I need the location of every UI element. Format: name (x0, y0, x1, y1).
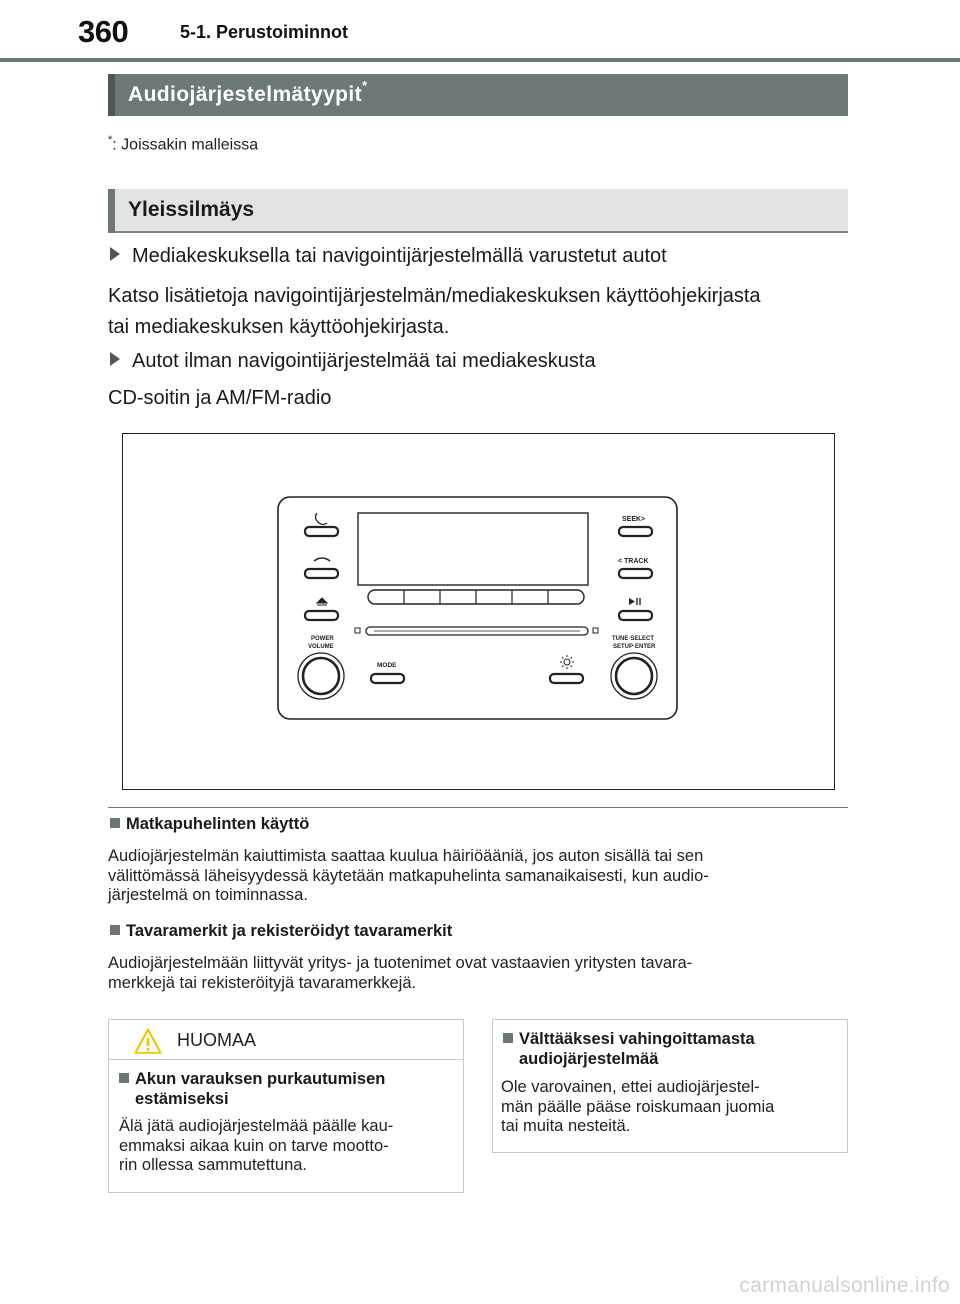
eject-button (305, 611, 338, 620)
eject-icon (317, 598, 327, 605)
square-bullet-icon (503, 1033, 513, 1043)
main-title-bar (108, 74, 848, 116)
section-label: 5-1. Perustoiminnot (180, 22, 349, 42)
notice-title: HUOMAA (177, 1030, 257, 1050)
brightness-button (550, 674, 583, 683)
mobile-paragraph (108, 847, 709, 906)
mobile-heading-text: Matkapuhelinten käyttö (126, 815, 310, 833)
warning-triangle-icon (133, 1027, 163, 1055)
damage-paragraph (501, 1078, 774, 1137)
audio-unit-figure (122, 433, 835, 790)
brightness-icon (560, 655, 574, 669)
trademark-heading-text: Tavaramerkit ja rekisteröidyt tavaramerkit (126, 922, 453, 940)
track-label: < TRACK (617, 557, 649, 565)
bullet-media-center-text: Mediakeskuksella tai navigointijärjestelmällä varustetut autot (132, 245, 667, 267)
damage-line-2: män päälle pääse roiskumaan juomia (501, 1097, 775, 1116)
trademark-line-2: merkkejä tai rekisteröityjä tavaramerkkejä. (108, 973, 417, 992)
bullet-no-navigation-text: Autot ilman navigointijärjestelmää tai mediakeskusta (132, 350, 596, 372)
damage-line-1: Ole varovainen, ettei audiojärjestel- (501, 1078, 760, 1096)
square-bullet-icon (110, 925, 120, 935)
display-screen (358, 513, 588, 585)
play-pause-button (619, 611, 652, 620)
notice-heading-line1: Akun varauksen purkautumisen (135, 1070, 386, 1088)
section-divider (108, 807, 848, 808)
play-pause-icon (629, 598, 635, 605)
damage-heading-line1: Välttääksesi vahingoittamasta (519, 1030, 755, 1048)
footnote-text: : Joissakin malleissa (112, 136, 259, 154)
mode-button (371, 674, 404, 683)
trademark-paragraph (108, 954, 692, 993)
setup-enter-label: SETUP·ENTER (612, 643, 655, 650)
square-bullet-icon (119, 1073, 129, 1083)
page-number: 360 (78, 14, 129, 49)
notice-paragraph (119, 1117, 393, 1176)
seek-label: SEEK> (621, 515, 645, 523)
trademark-line-1: Audiojärjestelmään liittyvät yritys- ja tuotenimet ovat vastaavien yritysten tavara- (108, 954, 693, 972)
notice-line-1: Älä jätä audiojärjestelmää päälle kau- (119, 1117, 394, 1135)
body-text-2: CD-soitin ja AM/FM-radio (108, 387, 332, 409)
footnote (108, 134, 258, 154)
audio-unit-drawing (122, 433, 835, 790)
notice-box (108, 1019, 464, 1193)
power-volume-knob (298, 653, 344, 699)
seek-button (619, 527, 652, 536)
square-bullet-icon (110, 818, 120, 828)
header-rule (0, 58, 960, 62)
bullet-no-navigation (110, 350, 596, 373)
main-title-marker: * (362, 78, 368, 93)
notice-line-3: rin ollessa sammutettuna. (119, 1156, 308, 1174)
power-label: POWER (310, 635, 334, 642)
main-title (128, 78, 368, 107)
tune-select-knob (611, 653, 657, 699)
track-button (619, 569, 652, 578)
body-text-1 (108, 281, 761, 343)
notice-header (109, 1020, 463, 1060)
volume-label: VOLUME (307, 643, 334, 650)
bullet-media-center (110, 245, 667, 268)
triangle-bullet-icon (110, 247, 120, 261)
damage-box (492, 1019, 848, 1153)
notice-line-2: emmaksi aikaa kuin on tarve mootto- (119, 1136, 389, 1155)
phone-hangup-icon (314, 558, 330, 561)
watermark: carmanualsonline.info (739, 1274, 950, 1297)
trademark-heading (110, 922, 452, 941)
body-text-1-line1: Katso lisätietoja navigointijärjestelmän/mediakeskuksen käyttöohjekirjasta (108, 285, 761, 307)
footnote-marker: * (108, 134, 113, 146)
damage-heading-line2: audiojärjestelmää (519, 1050, 659, 1068)
phone-pickup-button (305, 527, 338, 536)
mobile-line-3: järjestelmä on toiminnassa. (108, 886, 308, 904)
mobile-line-1: Audiojärjestelmän kaiuttimista saattaa kuulua häiriöääniä, jos auton sisällä tai sen (108, 847, 704, 865)
mobile-line-2: välittömässä läheisyydessä käytetään matkapuhelinta samanaikaisesti, kun audio- (108, 866, 709, 885)
tune-select-label: TUNE·SELECT (611, 635, 654, 642)
damage-heading (503, 1029, 755, 1069)
main-title-text: Audiojärjestelmätyypit (128, 83, 363, 106)
overview-title: Yleissilmäys (128, 198, 255, 221)
overview-accent (108, 189, 115, 233)
damage-line-3: tai muita nesteitä. (501, 1117, 631, 1135)
phone-pickup-icon (315, 513, 327, 525)
overview-title-bar (108, 189, 848, 233)
mobile-heading (110, 815, 309, 834)
notice-heading (119, 1069, 385, 1109)
mode-label: MODE (376, 661, 396, 669)
title-accent (108, 74, 115, 116)
phone-hangup-button (305, 569, 338, 578)
body-text-1-line2: tai mediakeskuksen käyttöohjekirjasta. (108, 316, 450, 338)
triangle-bullet-icon (110, 352, 120, 366)
notice-heading-line2: estämiseksi (135, 1090, 229, 1108)
